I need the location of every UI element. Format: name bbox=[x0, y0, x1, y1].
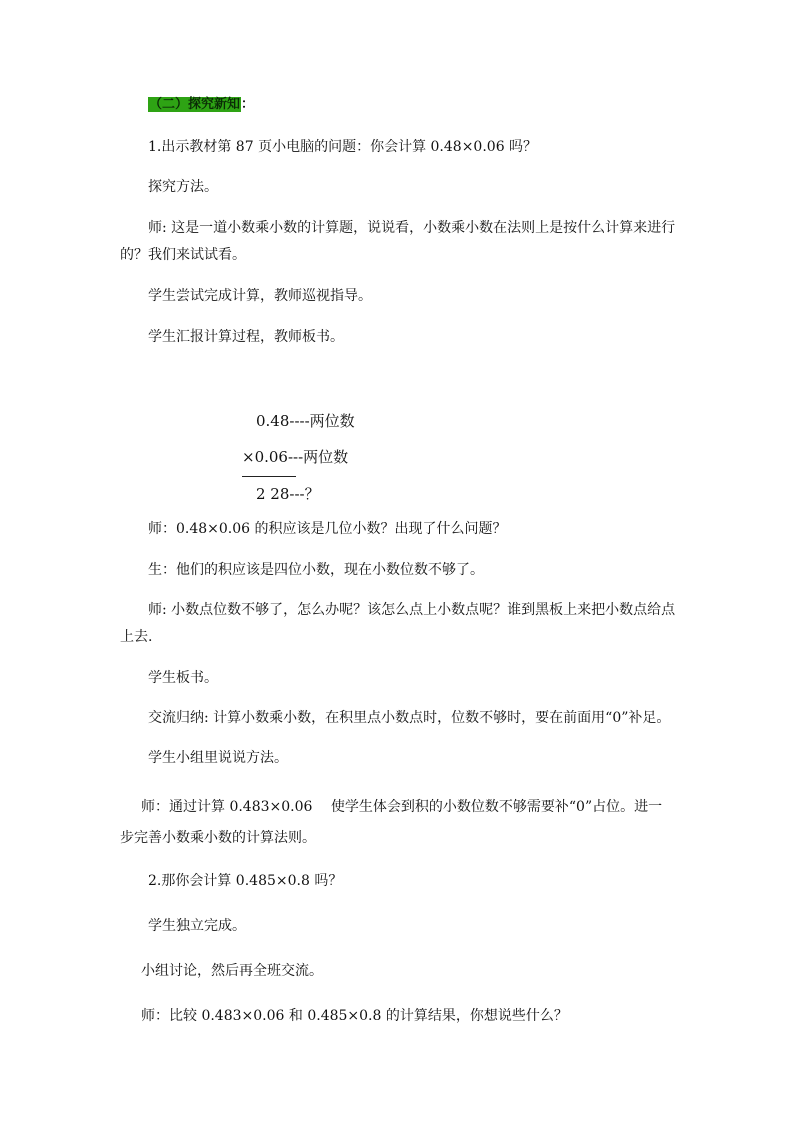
calculation-rule bbox=[242, 476, 296, 477]
paragraph-teacher-3-line1: 师: 小数点位数不够了，怎么办呢？该怎么点上小数点呢？谁到黑板上来把小数点给点 bbox=[148, 602, 676, 618]
paragraph-teacher-3-line2: 上去. bbox=[120, 629, 153, 645]
paragraph-group-method: 学生小组里说说方法。 bbox=[148, 750, 288, 766]
section-heading bbox=[148, 96, 254, 114]
paragraph-summary: 交流归纳: 计算小数乘小数，在积里点小数点时，位数不够时，要在前面用“0”补足。 bbox=[148, 710, 671, 726]
paragraph-discussion: 小组讨论，然后再全班交流。 bbox=[141, 963, 323, 979]
paragraph-teacher-2: 师：0.48×0.06 的积应该是几位小数？出现了什么问题？ bbox=[148, 521, 507, 537]
paragraph-question-2: 2.那你会计算 0.485×0.8 吗？ bbox=[148, 873, 343, 889]
calculation-row-3: 2 28---？ bbox=[256, 485, 320, 503]
paragraph-students-write: 学生板书。 bbox=[148, 670, 218, 686]
paragraph-teacher-1-line1: 师: 这是一道小数乘小数的计算题，说说看，小数乘小数在法则上是按什么计算来进行 bbox=[148, 220, 676, 236]
paragraph-student-answer: 生：他们的积应该是四位小数，现在小数位数不够了。 bbox=[148, 562, 484, 578]
paragraph-teacher-1-line2: 的？我们来试试看。 bbox=[120, 247, 246, 263]
section-heading-highlight: （二）探究新知 bbox=[149, 97, 241, 112]
section-heading-colon: ： bbox=[241, 97, 255, 112]
calculation-row-1: 0.48----两位数 bbox=[256, 412, 355, 430]
paragraph-teacher-4-line2: 步完善小数乘小数的计算法则。 bbox=[120, 830, 316, 846]
paragraph-question-1: 1.出示教材第 87 页小电脑的问题：你会计算 0.48×0.06 吗？ bbox=[148, 139, 538, 155]
paragraph-teacher-4-line1: 师：通过计算 0.483×0.06 使学生体会到积的小数位数不够需要补“0”占位。进一 bbox=[141, 799, 663, 815]
paragraph-students-try: 学生尝试完成计算，教师巡视指导。 bbox=[148, 288, 372, 304]
paragraph-independent: 学生独立完成。 bbox=[148, 918, 246, 934]
paragraph-teacher-5: 师：比较 0.483×0.06 和 0.485×0.8 的计算结果，你想说些什么？ bbox=[141, 1008, 568, 1024]
calculation-row-2: ×0.06---两位数 bbox=[242, 448, 349, 466]
paragraph-students-report: 学生汇报计算过程，教师板书。 bbox=[148, 329, 344, 345]
paragraph-method: 探究方法。 bbox=[148, 179, 218, 195]
